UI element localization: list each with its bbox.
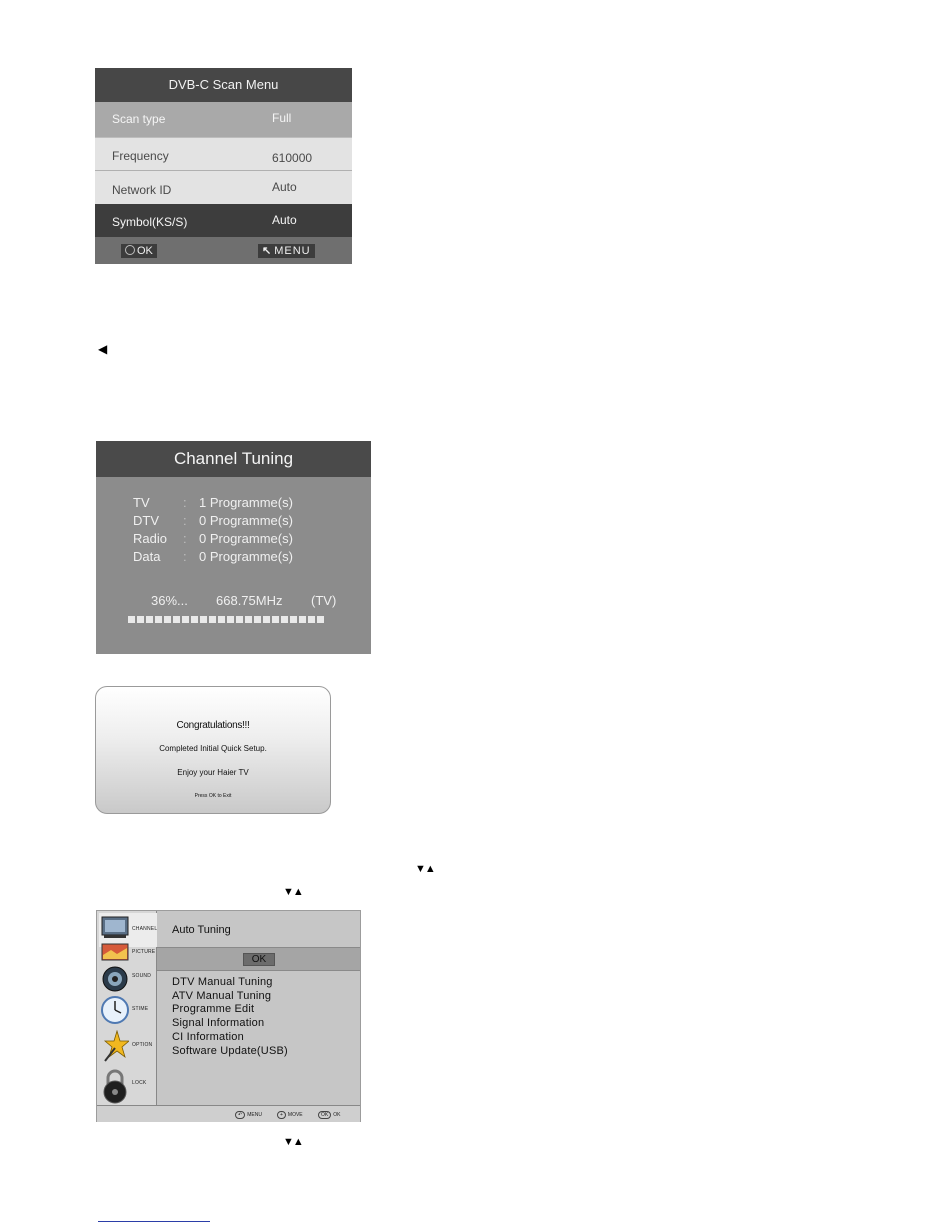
scan-frequency: 668.75MHz: [216, 593, 283, 608]
dvbc-row-value: Auto: [272, 213, 297, 227]
progress-segment: [299, 616, 306, 623]
progress-segment: [200, 616, 207, 623]
sidebar-label: SOUND: [132, 973, 152, 979]
progress-segment: [308, 616, 315, 623]
ok-button[interactable]: [121, 244, 157, 258]
nav-arrows-icon: ▼▲: [415, 863, 435, 875]
progress-segment: [146, 616, 153, 623]
menu-button[interactable]: [258, 244, 315, 258]
channel-icon: [101, 915, 129, 939]
dvbc-row-label: Network ID: [112, 183, 172, 197]
lock-icon: [101, 1068, 129, 1104]
congrats-hint: Press OK to Exit: [194, 793, 232, 799]
sidebar-label: CHANNEL: [132, 926, 158, 932]
star-icon: [101, 1030, 129, 1062]
channel-tuning-panel: [96, 441, 371, 654]
menu-sidebar: [97, 911, 157, 1105]
progress-segment: [182, 616, 189, 623]
congrats-line2: Enjoy your Haier TV: [177, 768, 249, 777]
count-name: Radio: [133, 531, 167, 546]
dvbc-menu-title: DVB-C Scan Menu: [95, 68, 352, 102]
scan-percent: 36%...: [151, 593, 188, 608]
sidebar-label: PICTURE: [132, 949, 156, 955]
count-value: 1 Programme(s): [199, 495, 293, 510]
progress-segment: [137, 616, 144, 623]
menu-label: MENU: [274, 245, 311, 257]
congrats-line1: Completed Initial Quick Setup.: [159, 744, 267, 753]
dvbc-scan-menu: [95, 68, 352, 264]
picture-icon: [101, 941, 129, 963]
dvbc-row-network-id[interactable]: [95, 170, 352, 205]
progress-segment: [236, 616, 243, 623]
channel-menu-footer: [97, 1105, 360, 1122]
progress-segment: [281, 616, 288, 623]
progress-segment: [173, 616, 180, 623]
dvbc-row-label: Frequency: [112, 149, 169, 163]
progress-segment: [263, 616, 270, 623]
footer-move-label: MOVE: [287, 1112, 303, 1118]
progress-segment: [254, 616, 261, 623]
count-sep: :: [183, 531, 187, 546]
progress-segment: [164, 616, 171, 623]
sidebar-item-option[interactable]: [99, 1028, 157, 1062]
count-value: 0 Programme(s): [199, 549, 293, 564]
return-icon: ↶: [235, 1111, 245, 1119]
dvbc-row-value: Full: [272, 111, 292, 125]
progress-segment: [317, 616, 324, 623]
footer-menu-label: MENU: [247, 1112, 262, 1118]
left-arrow-icon: ◀: [98, 342, 108, 356]
nav-arrows-icon: ▼▲: [283, 886, 303, 898]
nav-arrows-icon: ▼▲: [283, 1136, 303, 1148]
dvbc-row-symbol[interactable]: [95, 204, 352, 237]
scan-mode: (TV): [311, 593, 337, 608]
dpad-icon: +: [277, 1111, 286, 1119]
sidebar-item-stime[interactable]: [99, 993, 157, 1027]
progress-segment: [155, 616, 162, 623]
return-arrow-icon: ↖: [262, 245, 273, 257]
menu-item-atv-manual-tuning[interactable]: ATV Manual Tuning: [172, 990, 272, 1002]
menu-item-software-update[interactable]: Software Update(USB): [172, 1045, 288, 1057]
progress-segment: [245, 616, 252, 623]
sidebar-label: LOCK: [132, 1080, 147, 1086]
channel-tuning-title: Channel Tuning: [96, 441, 371, 477]
progress-segment: [227, 616, 234, 623]
scan-progress-bar: [128, 616, 340, 624]
count-name: Data: [133, 549, 161, 564]
dvbc-row-value: Auto: [272, 180, 297, 194]
count-name: TV: [133, 495, 150, 510]
congrats-title: Congratulations!!!: [176, 720, 250, 731]
ok-label: OK: [137, 245, 153, 257]
count-sep: :: [183, 549, 187, 564]
count-sep: :: [183, 513, 187, 528]
footer-menu-hint: [235, 1111, 262, 1119]
count-name: DTV: [133, 513, 159, 528]
auto-tuning-item[interactable]: Auto Tuning: [172, 924, 231, 936]
dvbc-row-scan-type[interactable]: [95, 102, 352, 137]
dvbc-menu-footer: [95, 237, 352, 264]
dvbc-row-label: Symbol(KS/S): [112, 215, 188, 229]
progress-segment: [218, 616, 225, 623]
menu-item-signal-information[interactable]: Signal Information: [172, 1017, 265, 1029]
count-value: 0 Programme(s): [199, 531, 293, 546]
ok-key-icon: OK: [318, 1111, 331, 1119]
sidebar-item-sound[interactable]: [99, 963, 157, 997]
dvbc-row-label: Scan type: [112, 112, 166, 126]
dvbc-row-frequency[interactable]: [95, 137, 352, 171]
progress-segment: [209, 616, 216, 623]
count-sep: :: [183, 495, 187, 510]
sidebar-label: STIME: [132, 1006, 149, 1012]
footer-rule: [98, 1221, 210, 1222]
progress-segment: [290, 616, 297, 623]
footer-ok-label: OK: [333, 1112, 341, 1118]
sidebar-item-lock[interactable]: [99, 1066, 157, 1104]
congratulations-dialog: [95, 686, 331, 814]
auto-tuning-ok-button[interactable]: OK: [243, 953, 275, 966]
sound-icon: [101, 965, 129, 993]
ok-row: [157, 947, 360, 971]
footer-ok-hint: [318, 1111, 340, 1119]
progress-segment: [128, 616, 135, 623]
clock-icon: [101, 995, 129, 1025]
menu-item-ci-information[interactable]: CI Information: [172, 1031, 244, 1043]
ok-circle-icon: [125, 245, 135, 255]
sidebar-label: OPTION: [132, 1042, 153, 1048]
channel-menu: [96, 910, 361, 1122]
menu-item-programme-edit[interactable]: Programme Edit: [172, 1003, 255, 1015]
menu-item-dtv-manual-tuning[interactable]: DTV Manual Tuning: [172, 976, 273, 988]
count-value: 0 Programme(s): [199, 513, 293, 528]
dvbc-row-value: 610000: [272, 151, 313, 165]
footer-move-hint: [277, 1111, 303, 1119]
progress-segment: [191, 616, 198, 623]
progress-segment: [272, 616, 279, 623]
